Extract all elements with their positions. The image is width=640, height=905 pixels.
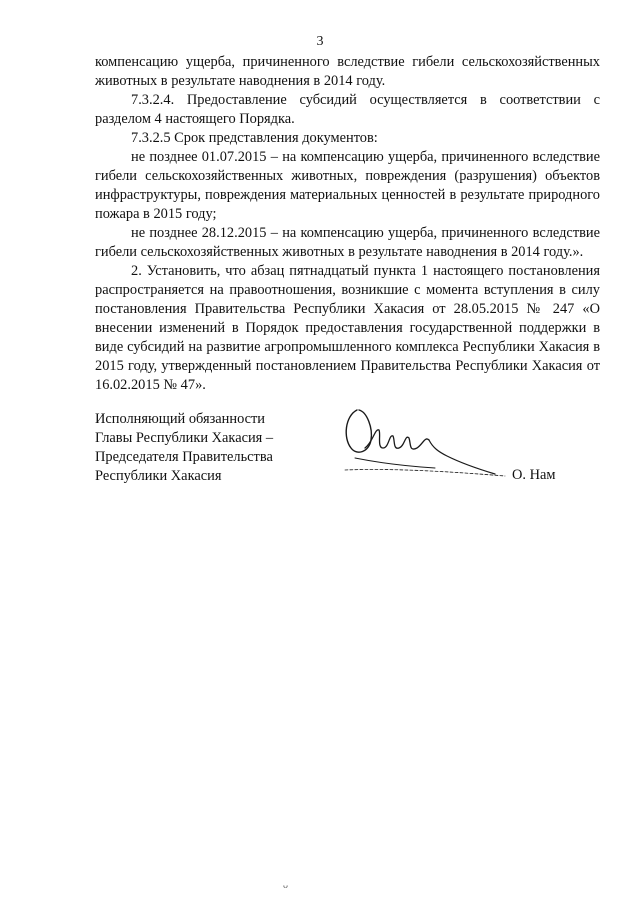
document-body [95,53,600,395]
signer-title [95,410,325,486]
signer-title-line: Председателя Правительства [95,449,273,465]
signer-name: О. Нам [512,467,556,483]
signer-title-line: Республики Хакасия [95,468,222,484]
paragraph-item-2: 2. Установить, что абзац пятнадцатый пункта 1 настоящего постановления распространяется на правоотношения, возникшие с момента вступления в силу постановления Правительства Республики Хакасия от 28.05.2015 № 247 «О внесении изменений в Порядок предоставления государственной поддержки в виде субсидий на развитие агропромышленного комплекса Республики Хакасия в 2015 году, утвержденный постановлением Правительства Республики Хакасия от 16.02.2015 № 47». [95,263,600,393]
page-number: 3 [316,34,324,49]
paragraph-7-3-2-4: 7.3.2.4. Предоставление субсидий осуществляется в соответствии с разделом 4 настоящего Порядка. [95,92,600,127]
paragraph-7-3-2-5: 7.3.2.5 Срок представления документов: [131,130,378,146]
footer-mark: ᴗ [283,880,288,891]
handwritten-signature [335,398,515,488]
paragraph-continuation: компенсацию ущерба, причиненного вследствие гибели сельскохозяйственных животных в результате наводнения в 2014 году. [95,54,600,89]
paragraph-deadline-2: не позднее 28.12.2015 – на компенсацию ущерба, причиненного вследствие гибели сельскохозяйственных животных в результате наводнения в 2014 году.». [95,225,600,260]
paragraph-deadline-1: не позднее 01.07.2015 – на компенсацию ущерба, причиненного вследствие гибели сельскохозяйственных животных, повреждения (разрушения) объектов инфраструктуры, повреждения материальных ценностей в результате природного пожара в 2015 году; [95,149,600,222]
signature-block [95,410,600,500]
signer-title-line: Главы Республики Хакасия – [95,430,274,446]
signer-title-line: Исполняющий обязанности [95,411,266,427]
